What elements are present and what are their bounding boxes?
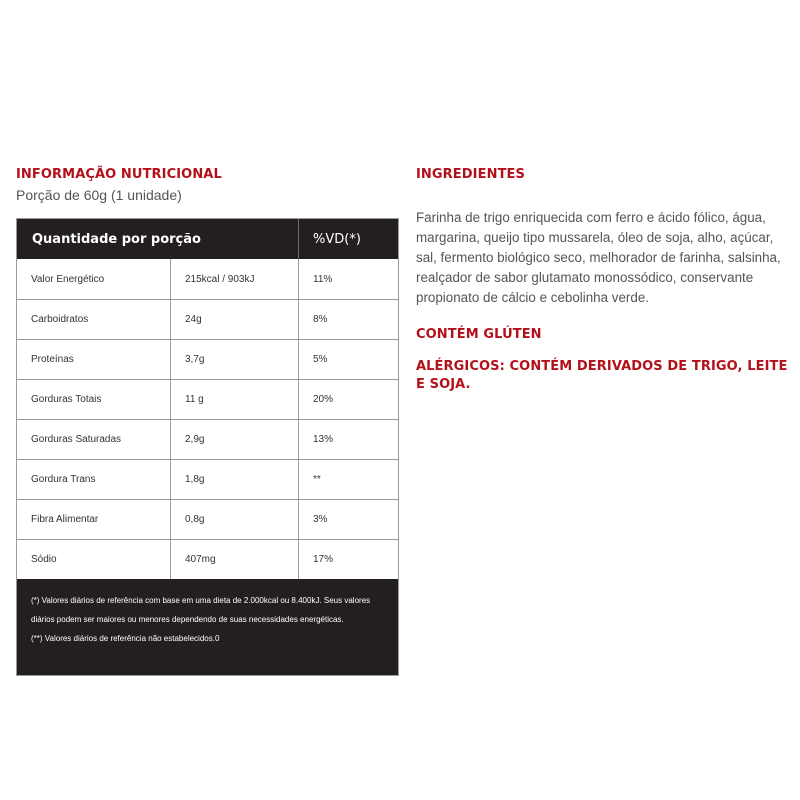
table-row	[17, 259, 398, 299]
nutrient-daily-value: 8%	[313, 314, 328, 325]
nutrient-amount: 407mg	[171, 540, 299, 579]
table-row	[17, 499, 398, 539]
footnote-reference-values: (*) Valores diários de referência com base em uma dieta de 2.000kcal ou 8.400kJ. Seus valores diários podem ser maiores ou menores dependendo de suas necessidades energéticas.	[31, 596, 371, 624]
portion-size: Porção de 60g (1 unidade)	[16, 187, 182, 203]
nutrient-amount: 2,9g	[171, 420, 299, 459]
footnote-not-established: (**) Valores diários de referência não estabelecidos.0	[31, 634, 220, 643]
ingredients-list: Farinha de trigo enriquecida com ferro e ácido fólico, água, margarina, queijo tipo mussarela, óleo de soja, alho, açúcar, sal, fermento biológico seco, melhorador de farinha, salsinha, realçador de sabor glutamato monossódico, conservante propionato de cálcio e cebolinha verde.	[416, 210, 781, 305]
table-row	[17, 419, 398, 459]
nutrient-amount: 215kcal / 903kJ	[171, 259, 299, 299]
nutrient-daily-value: 5%	[313, 354, 328, 365]
nutrition-title: INFORMAÇÃO NUTRICIONAL	[16, 167, 222, 182]
nutrient-daily-value: 20%	[313, 394, 334, 405]
table-row	[17, 339, 398, 379]
nutrient-daily-value: **	[313, 474, 321, 485]
table-header	[17, 219, 398, 259]
nutrient-amount: 0,8g	[171, 500, 299, 539]
table-row	[17, 459, 398, 499]
table-row	[17, 299, 398, 339]
nutrient-name: Gorduras Totais	[17, 380, 171, 419]
nutrient-name: Proteínas	[17, 340, 171, 379]
header-quantity: Quantidade por porção	[17, 219, 299, 259]
nutrient-amount: 3,7g	[171, 340, 299, 379]
nutrient-daily-value: 17%	[313, 554, 334, 565]
table-footnotes	[17, 579, 398, 675]
allergen-warning: ALÉRGICOS: CONTÉM DERIVADOS DE TRIGO, LEITE E SOJA.	[416, 359, 788, 392]
nutrient-daily-value: 3%	[313, 514, 328, 525]
nutrient-amount: 1,8g	[171, 460, 299, 499]
table-row	[17, 539, 398, 579]
nutrient-daily-value: 13%	[313, 434, 334, 445]
header-daily-value: %VD(*)	[313, 231, 361, 247]
nutrient-name: Fibra Alimentar	[17, 500, 171, 539]
nutrient-name: Gorduras Saturadas	[17, 420, 171, 459]
nutrient-amount: 24g	[171, 300, 299, 339]
nutrient-name: Gordura Trans	[17, 460, 171, 499]
nutrient-name: Valor Energético	[17, 259, 171, 299]
nutrient-daily-value: 11%	[313, 273, 333, 285]
nutrient-name: Sódio	[17, 540, 171, 579]
gluten-warning: CONTÉM GLÚTEN	[416, 327, 542, 342]
nutrient-name: Carboidratos	[17, 300, 171, 339]
ingredients-block	[416, 166, 788, 394]
table-row	[17, 379, 398, 419]
table-body	[17, 259, 398, 579]
ingredients-title: INGREDIENTES	[416, 167, 525, 182]
nutrient-amount: 11 g	[171, 380, 299, 419]
nutrition-heading-block	[16, 166, 400, 204]
nutrition-table	[16, 218, 399, 676]
